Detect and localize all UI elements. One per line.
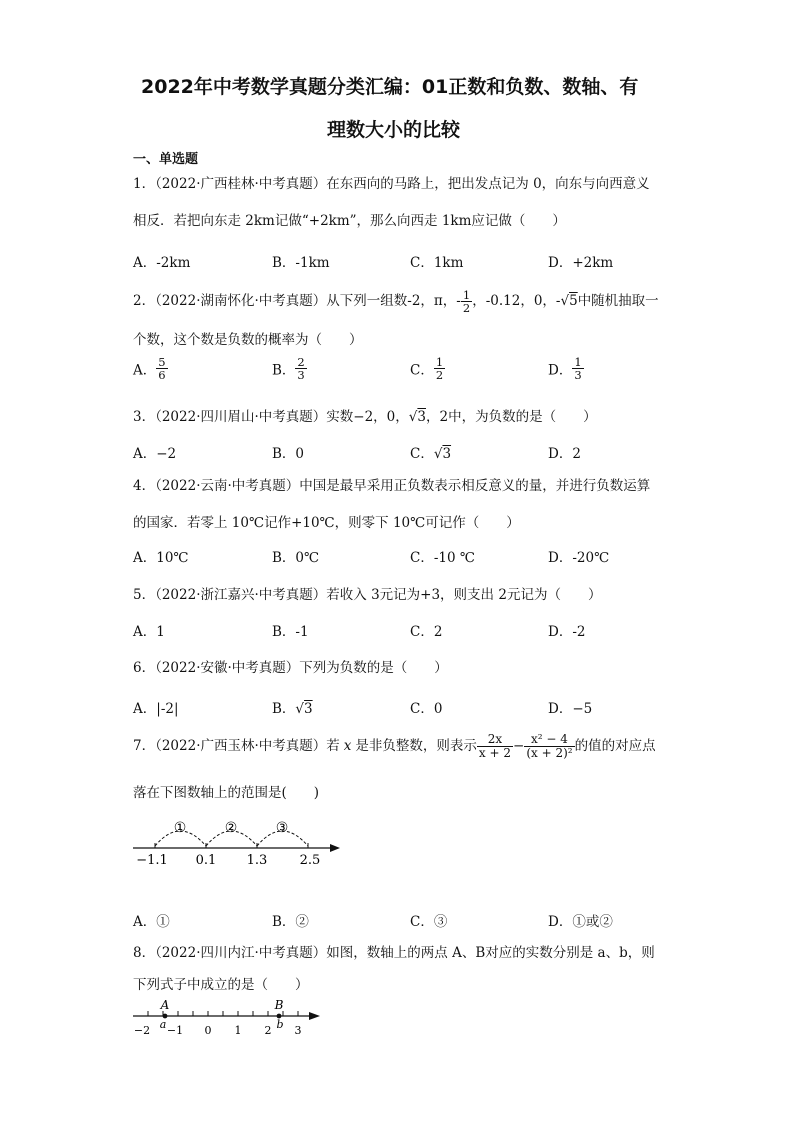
q3-text-a: 3．（2022·四川眉山·中考真题）实数−2，0， xyxy=(133,409,409,425)
q3-option-c-radicand: 3 xyxy=(442,446,452,462)
point-a-lower-label: a xyxy=(159,1018,167,1031)
q2-c-num: 1 xyxy=(435,355,444,369)
q2-text-b: ，-0.12，0，- xyxy=(472,293,561,309)
q1-stem-line2: 相反．若把向东走 2km记做“+2km”，那么向西走 1km应记做（ ） xyxy=(133,213,566,229)
q7-stem-line1 xyxy=(133,727,656,765)
q3-sqrt-radicand: 3 xyxy=(417,409,426,425)
q2-stem-line2: 个数，这个数是负数的概率为（ ） xyxy=(133,332,363,348)
q8-number-line xyxy=(128,996,328,1041)
q2-option-a xyxy=(133,356,168,381)
tick-label: 1.3 xyxy=(246,853,268,868)
point-a-upper-label: A xyxy=(160,998,170,1012)
tick-label: 1 xyxy=(234,1024,242,1037)
q3-option-c-label: C． xyxy=(410,446,434,462)
tick-label: −1.1 xyxy=(136,853,168,868)
q4-stem-line2: 的国家．若零上 10℃记作+10℃，则零下 10℃可记作（ ） xyxy=(133,515,520,531)
q4-option-b: B．0℃ xyxy=(272,550,320,566)
tick-label: 0 xyxy=(204,1024,212,1037)
q6-stem: 6．（2022·安徽·中考真题）下列为负数的是（ ） xyxy=(133,660,448,676)
q2-a-den: 6 xyxy=(158,368,166,383)
q5-option-b: B．-1 xyxy=(272,624,309,640)
q2-option-d-fraction xyxy=(572,356,583,381)
q3-text-b: ，2中，为负数的是（ ） xyxy=(425,409,597,425)
q6-option-a-value: -2 xyxy=(160,701,174,717)
q2-b-num: 2 xyxy=(297,355,305,369)
q3-option-a: A．−2 xyxy=(133,446,177,462)
q2-text-a: 2．（2022·湖南怀化·中考真题）从下列一组数-2，π，- xyxy=(133,293,461,309)
q6-option-a-label: A． xyxy=(133,701,157,717)
arc-label-2: ② xyxy=(224,820,238,836)
sqrt-symbol: √ xyxy=(295,701,305,717)
q2-b-den: 3 xyxy=(297,368,305,383)
q5-stem: 5．（2022·浙江嘉兴·中考真题）若收入 3元记为+3，则支出 2元记为（ ） xyxy=(133,587,602,603)
q5-option-d: D．-2 xyxy=(548,624,586,640)
q7-f2-den: (x + 2)² xyxy=(526,746,573,760)
q7-f1-num: 2x xyxy=(477,733,513,747)
q2-half-den: 2 xyxy=(462,301,471,315)
point-b-upper-label: B xyxy=(274,998,284,1012)
q6-option-a xyxy=(133,697,179,717)
tick-label: 3 xyxy=(294,1024,302,1037)
q2-option-d-label: D． xyxy=(548,362,573,379)
tick-label: −1 xyxy=(166,1024,184,1037)
sqrt-symbol: √ xyxy=(560,293,570,309)
q2-option-c-label: C． xyxy=(410,362,434,379)
sqrt-symbol: √ xyxy=(408,409,418,425)
q7-fraction-2 xyxy=(524,733,574,759)
q1-option-d: D．+2km xyxy=(548,255,614,271)
q6-option-d: D．−5 xyxy=(548,701,593,717)
q2-d-num: 1 xyxy=(574,355,582,369)
point-b-lower-label: b xyxy=(276,1018,284,1031)
q2-fraction-half xyxy=(461,289,472,314)
q2-d-den: 3 xyxy=(574,368,582,383)
arc-label-1: ① xyxy=(173,820,187,836)
q3-option-b: B．0 xyxy=(272,446,305,462)
q7-option-a: A．① xyxy=(133,914,170,930)
q2-a-num: 5 xyxy=(158,355,166,369)
sqrt-symbol: √ xyxy=(433,446,443,462)
abs-bar-right: | xyxy=(173,701,179,717)
q1-stem-line1: 1．（2022·广西桂林·中考真题）在东西向的马路上，把出发点记为 0，向东与向西意义 xyxy=(133,176,650,192)
q2-option-b-fraction xyxy=(295,356,306,381)
q1-option-b: B．-1km xyxy=(272,255,330,271)
q5-option-a: A．1 xyxy=(133,624,165,640)
q2-option-b-label: B． xyxy=(272,362,296,379)
q3-option-c xyxy=(410,442,451,462)
doc-title-line2: 理数大小的比较 xyxy=(327,119,461,141)
q2-stem-line1 xyxy=(133,286,659,316)
section-heading: 一、单选题 xyxy=(133,152,199,167)
q2-sqrt-radicand: 5 xyxy=(569,293,578,309)
q7-stem-line2: 落在下图数轴上的范围是( ) xyxy=(133,785,320,801)
q7-f2-num: x² − 4 xyxy=(524,733,574,747)
q2-option-a-fraction xyxy=(156,356,167,381)
q2-half-num: 1 xyxy=(462,287,471,302)
q1-option-c: C．1km xyxy=(410,255,464,271)
q6-option-c: C．0 xyxy=(410,701,443,717)
q2-option-a-label: A． xyxy=(133,362,157,379)
q6-option-b xyxy=(272,697,313,717)
tick-label: 0.1 xyxy=(195,853,217,868)
q4-option-a: A．10℃ xyxy=(133,550,189,566)
q7-text-a: 7．（2022·广西玉林·中考真题）若 xyxy=(133,738,340,754)
q4-stem-line1: 4．（2022·云南·中考真题）中国是最早采用正负数表示相反意义的量，并进行负数运算 xyxy=(133,478,651,494)
q3-option-d: D．2 xyxy=(548,446,581,462)
q7-option-c: C．③ xyxy=(410,914,448,930)
tick-label: −2 xyxy=(133,1024,151,1037)
q7-option-b: B．② xyxy=(272,914,309,930)
axis-arrow-icon xyxy=(330,844,340,852)
q4-option-c: C．-10 ℃ xyxy=(410,550,475,566)
q6-option-b-radicand: 3 xyxy=(304,701,313,717)
q7-minus: − xyxy=(513,738,525,754)
q2-option-c xyxy=(410,356,445,381)
q8-stem-line1: 8．（2022·四川内江·中考真题）如图，数轴上的两点 A、B对应的实数分别是 a、b，则 xyxy=(133,945,655,961)
q2-option-d xyxy=(548,356,584,381)
q3-stem xyxy=(133,405,597,425)
q7-f1-den: x + 2 xyxy=(478,746,511,760)
tick-label: 2 xyxy=(264,1024,272,1037)
q7-variable: x xyxy=(343,738,352,754)
q7-number-line xyxy=(128,812,348,870)
q8-stem-line2: 下列式子中成立的是（ ） xyxy=(133,977,309,993)
q2-option-b xyxy=(272,356,307,381)
q2-text-c: 中随机抽取一 xyxy=(577,293,659,309)
q2-option-c-fraction xyxy=(434,356,445,381)
q5-option-c: C．2 xyxy=(410,624,443,640)
q6-option-b-label: B． xyxy=(272,701,296,717)
q7-fraction-1 xyxy=(477,733,513,759)
q7-text-b: 是非负整数，则表示 xyxy=(355,738,477,754)
q2-c-den: 2 xyxy=(435,368,444,383)
q4-option-d: D．-20℃ xyxy=(548,550,610,566)
abs-bar-left: | xyxy=(156,701,161,717)
doc-title-line1: 2022年中考数学真题分类汇编：01正数和负数、数轴、有 xyxy=(141,76,639,98)
q7-text-c: 的值的对应点 xyxy=(574,738,656,754)
q7-option-d: D．①或② xyxy=(548,914,613,930)
axis-arrow-icon xyxy=(309,1012,320,1020)
arc-label-3: ③ xyxy=(275,820,289,836)
tick-label: 2.5 xyxy=(299,853,321,868)
q1-option-a: A．-2km xyxy=(133,255,191,271)
